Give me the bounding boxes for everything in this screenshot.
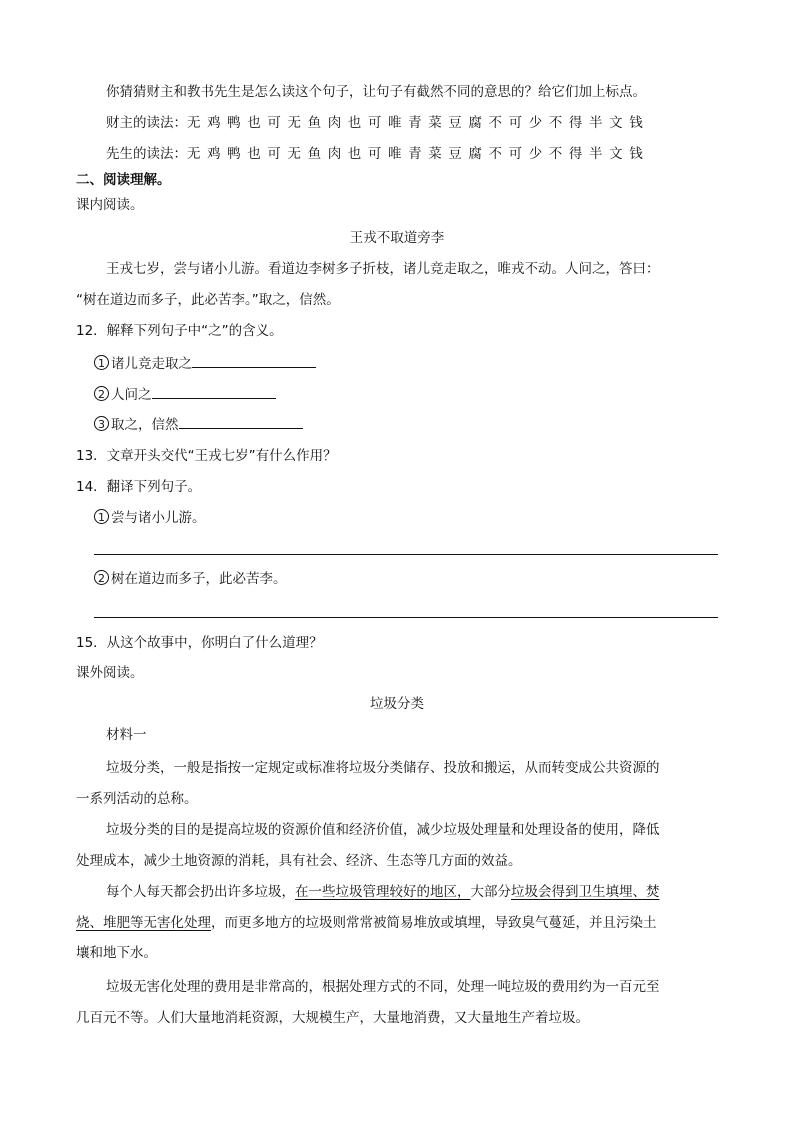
passage2-title: 垃圾分类 [370,696,424,712]
p3-underlined-text: 在一些垃圾管理较好的地区， [295,884,471,900]
circled-number: 1 [94,509,109,524]
intro-question: 你猜猜财主和教书先生是怎么读这个句子，让句子有截然不同的意思的？给它们加上标点。 [106,84,646,100]
q12-item-3 [94,414,303,434]
rich-reading-text: 无鸡鸭也可无鱼肉也可唯青菜豆腐不可少不得半文钱 [187,115,650,131]
material-label: 材料一 [106,727,147,743]
passage1-line1: 王戎七岁，尝与诸小儿游。看道边李树多子折枝，诸儿竞走取之，唯戎不动。人问之，答曰： [106,261,660,277]
p3-text: 每个人每天都会扔出许多垃圾， [106,884,295,900]
out-class-reading-label: 课外阅读。 [76,665,144,681]
q14-item-text: 尝与诸小儿游。 [111,510,206,526]
q12-item-text: 诸儿竞走取之 [111,356,192,372]
q14-item-text: 树在道边而多子，此必苦李。 [111,571,287,587]
q12-stem: 12．解释下列句子中“之”的含义。 [76,323,283,339]
q12-item-2 [94,384,276,404]
teacher-reading-label: 先生的读法： [106,146,187,162]
answer-blank[interactable] [179,414,303,429]
circled-number: 1 [94,355,109,370]
p4-line1: 垃圾无害化处理的费用是非常高的，根据处理方式的不同，处理一吨垃圾的费用约为一百元至 [106,979,660,995]
teacher-reading-line [106,145,649,163]
rich-reading-line [106,114,649,132]
p3-text: ，而更多地方的垃圾则常常被简易堆放或填埋，导致臭气蔓延，并且污染土 [211,915,657,931]
p1-line1: 垃圾分类，一般是指按一定规定或标准将垃圾分类储存、投放和搬运，从而转变成公共资源的 [106,760,660,776]
circled-number: 2 [94,570,109,585]
in-class-reading-label: 课内阅读。 [76,197,144,213]
circled-number: 2 [94,386,109,401]
q13-stem: 13．文章开头交代“王戎七岁”有什么作用？ [76,448,337,464]
p3-line2 [76,914,657,932]
q14-item-2 [94,570,287,588]
p3-text: 大部分 [470,884,511,900]
q15-stem: 15．从这个故事中，你明白了什么道理？ [76,635,323,651]
p2-line1: 垃圾分类的目的是提高垃圾的资源价值和经济价值，减少垃圾处理量和处理设备的使用，降低 [106,822,660,838]
p3-underlined-text: 烧、堆肥等无害化处理 [76,915,211,931]
passage1-line2: “树在道边而多子，此必苦李。”取之，信然。 [76,292,340,308]
answer-line[interactable] [94,617,718,618]
q12-item-1 [94,353,316,373]
q12-item-text: 人问之 [111,387,152,403]
p2-line2: 处理成本，减少土地资源的消耗，具有社会、经济、生态等几方面的效益。 [76,853,522,869]
q12-item-text: 取之，信然 [111,417,179,433]
teacher-reading-text: 无鸡鸭也可无鱼肉也可唯青菜豆腐不可少不得半文钱 [187,146,650,162]
p3-line3: 壤和地下水。 [76,945,157,961]
q14-stem: 14．翻译下列句子。 [76,479,202,495]
p3-line1 [106,883,660,901]
answer-line[interactable] [94,554,718,555]
circled-number: 3 [94,416,109,431]
passage1-title: 王戎不取道旁李 [349,230,445,246]
p1-line2: 一系列活动的总称。 [76,791,198,807]
rich-reading-label: 财主的读法： [106,115,187,131]
section-heading: 二、阅读理解。 [76,172,171,188]
q14-item-1 [94,509,206,527]
p4-line2: 几百元不等。人们大量地消耗资源，大规模生产，大量地消费，又大量地生产着垃圾。 [76,1010,589,1026]
p3-underlined-text: 垃圾会得到卫生填埋、焚 [511,884,660,900]
answer-blank[interactable] [192,353,316,368]
answer-blank[interactable] [152,384,276,399]
